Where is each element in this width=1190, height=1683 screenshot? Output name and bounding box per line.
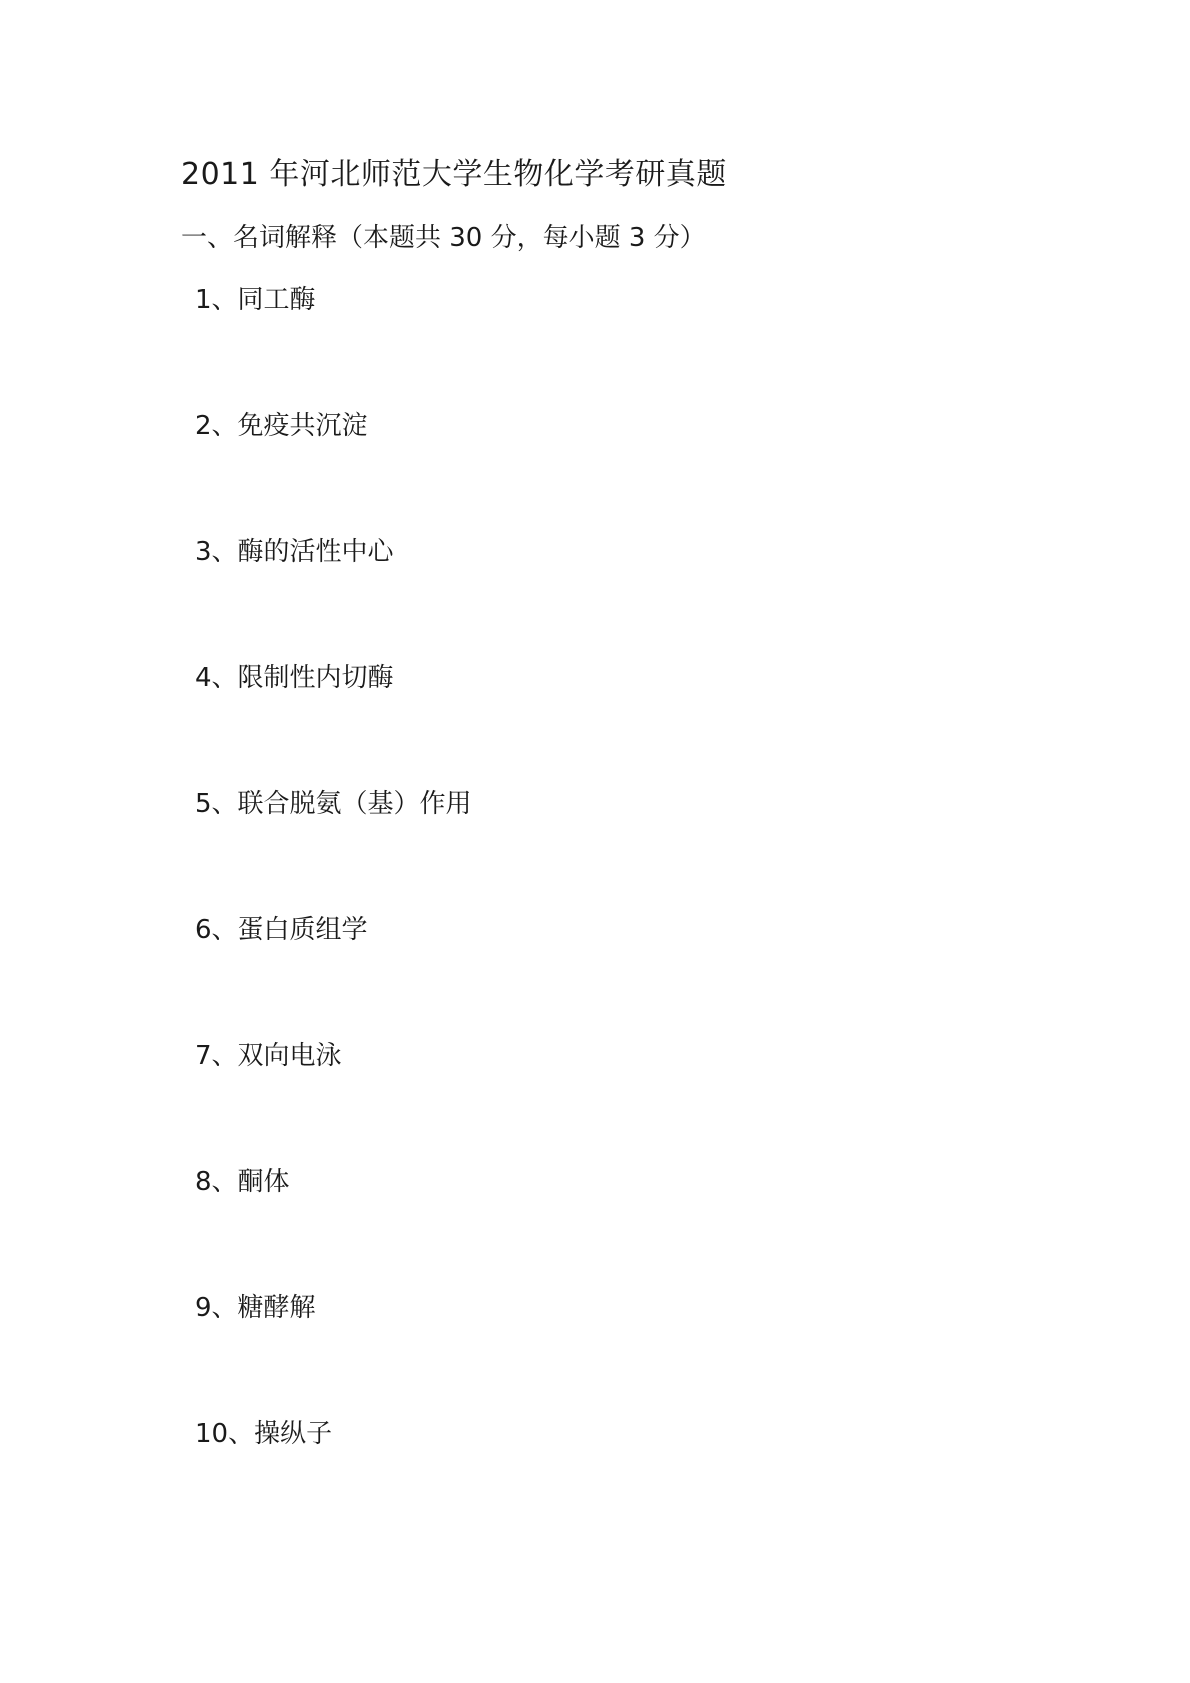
question-list bbox=[195, 282, 472, 1542]
question-item: 8、酮体 bbox=[195, 1167, 290, 1197]
question-item: 10、操纵子 bbox=[195, 1419, 333, 1449]
question-item: 3、酶的活性中心 bbox=[195, 537, 394, 567]
section-heading: 一、名词解释（本题共 30 分，每小题 3 分） bbox=[181, 223, 706, 253]
question-item: 1、同工酶 bbox=[195, 285, 316, 315]
question-item: 4、限制性内切酶 bbox=[195, 663, 394, 693]
question-item: 9、糖酵解 bbox=[195, 1293, 316, 1323]
question-item: 7、双向电泳 bbox=[195, 1041, 342, 1071]
question-item: 6、蛋白质组学 bbox=[195, 915, 368, 945]
document-title: 2011 年河北师范大学生物化学考研真题 bbox=[181, 157, 727, 192]
question-item: 5、联合脱氨（基）作用 bbox=[195, 789, 472, 819]
question-item: 2、免疫共沉淀 bbox=[195, 411, 368, 441]
